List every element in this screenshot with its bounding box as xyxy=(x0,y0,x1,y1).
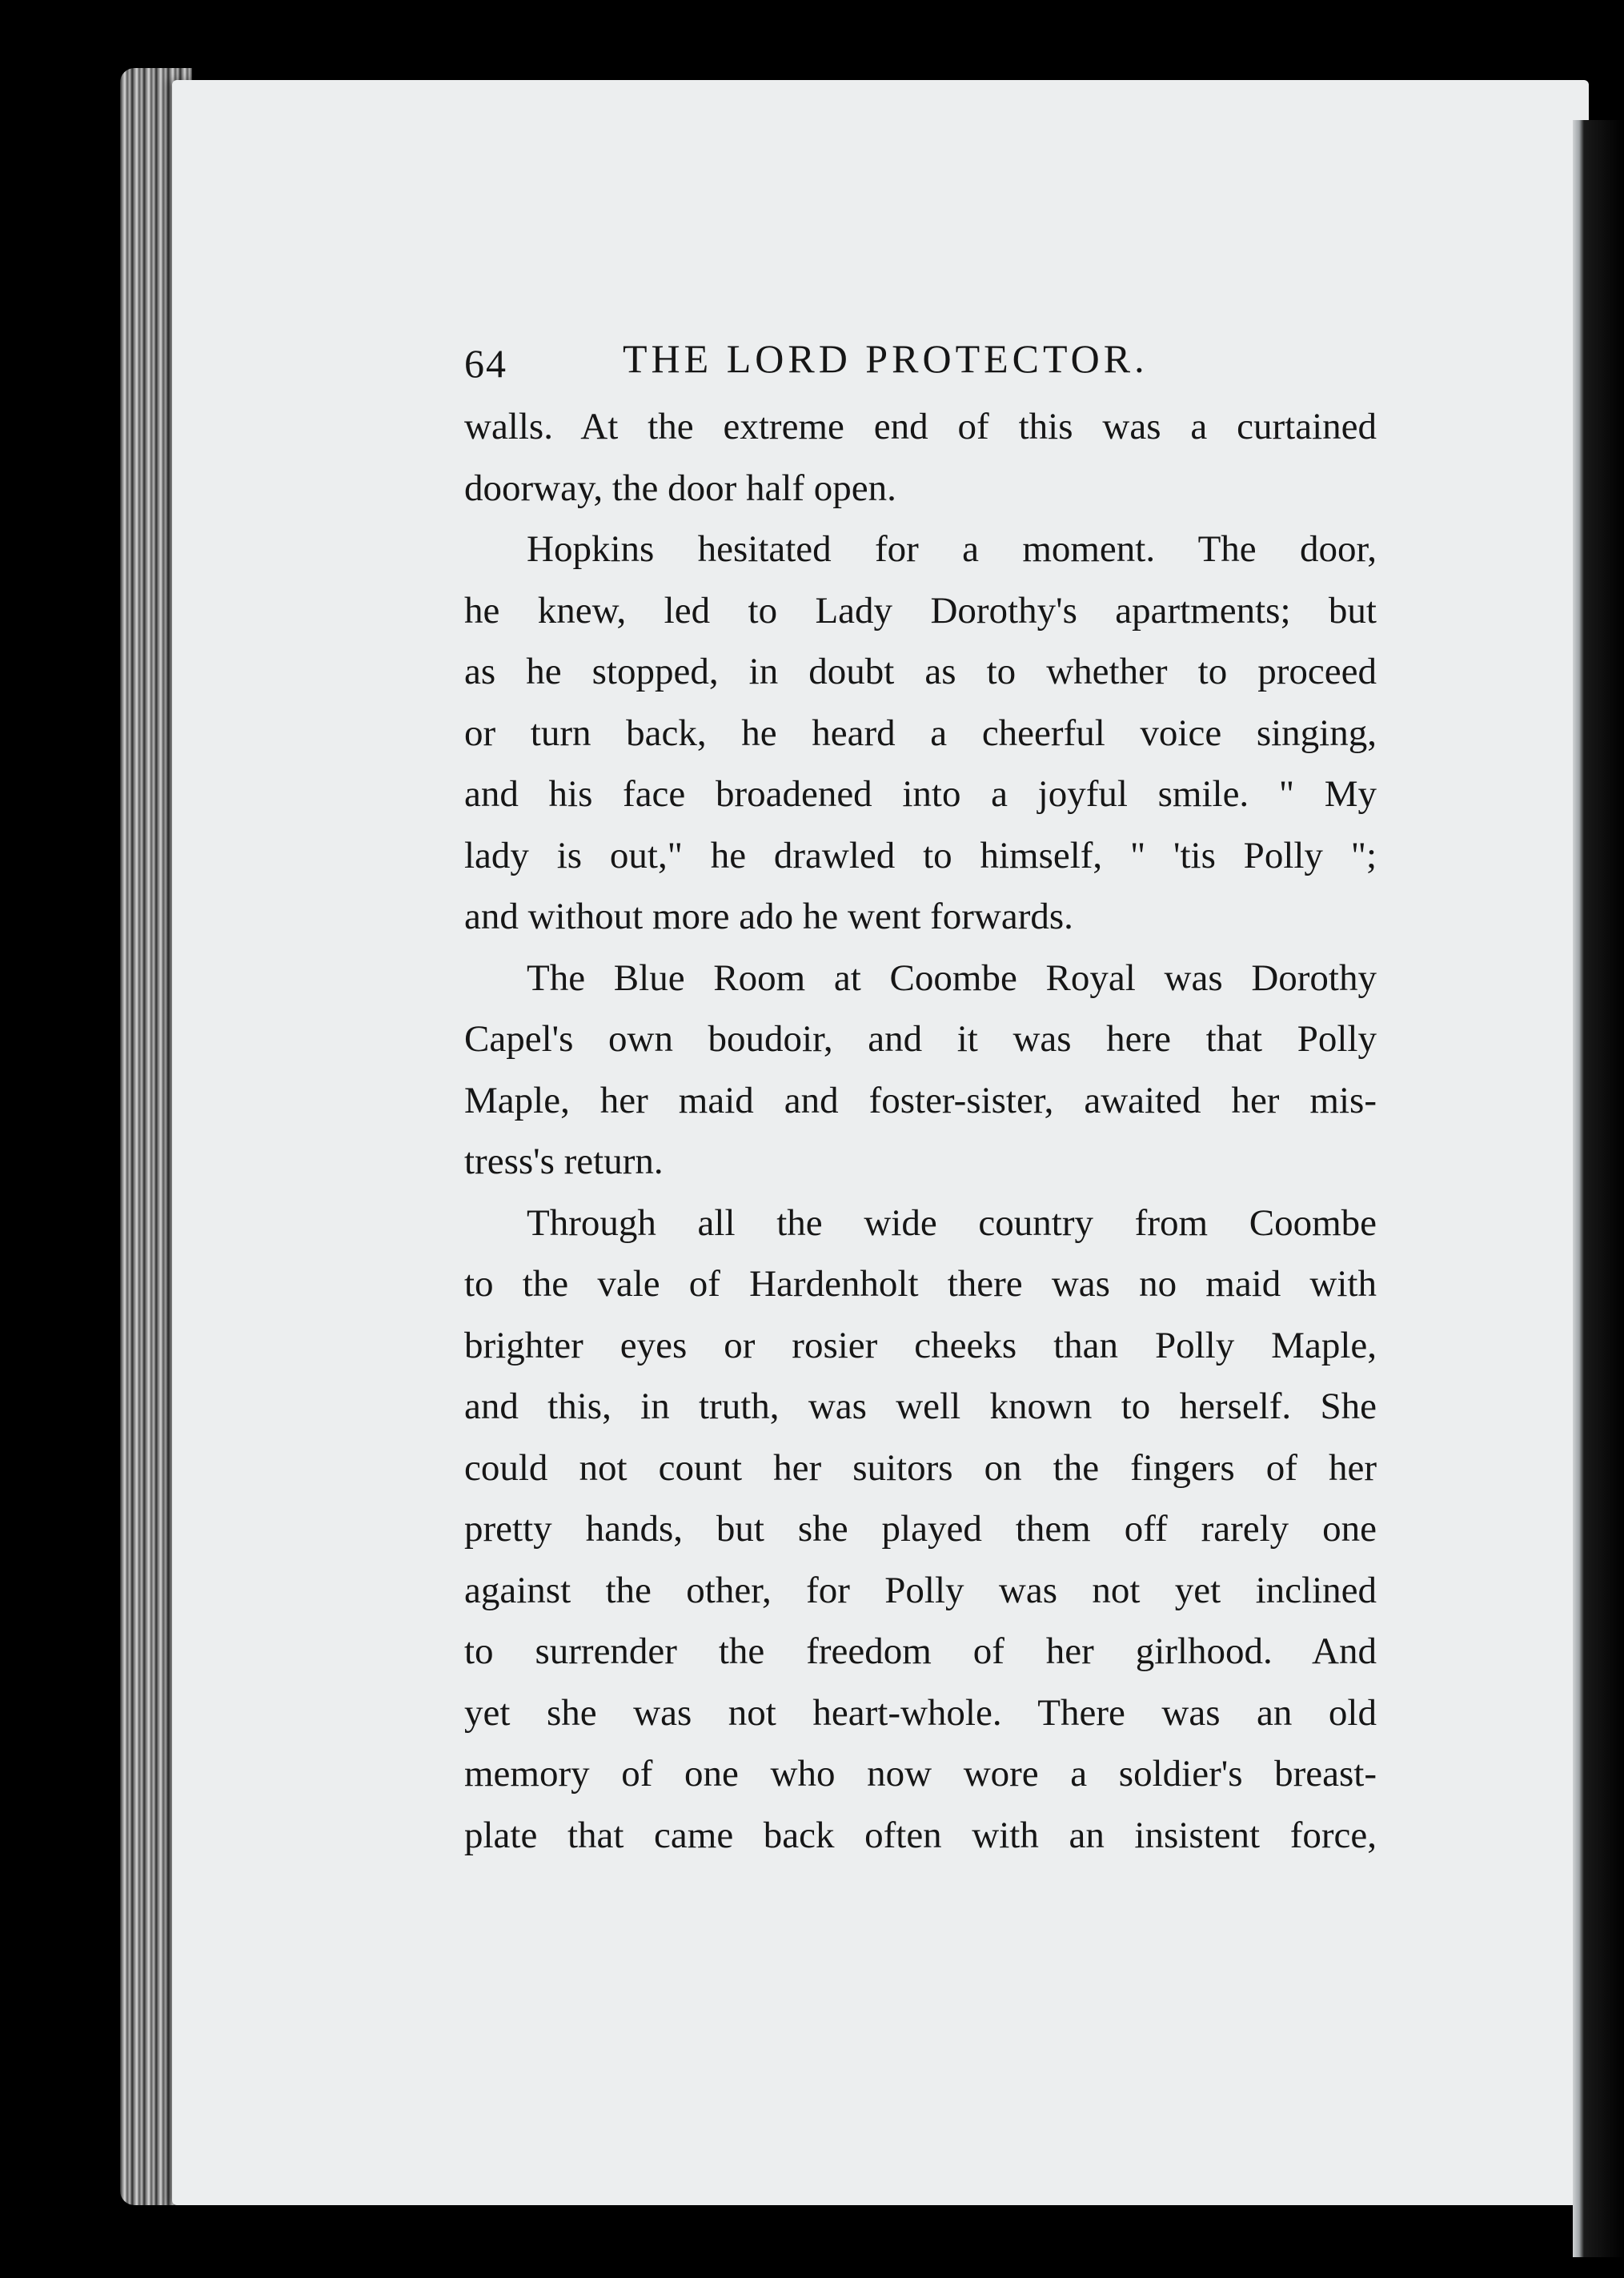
text-line: plate that came back often with an insistent force, xyxy=(464,1814,1377,1856)
text-line: against the other, for Polly was not yet inclined xyxy=(464,1569,1377,1611)
text-line: The Blue Room at Coombe Royal was Dorothy xyxy=(527,957,1377,999)
text-line: Capel's own boudoir, and it was here that Polly xyxy=(464,1018,1377,1060)
text-line: as he stopped, in doubt as to whether to proceed xyxy=(464,651,1377,692)
running-head xyxy=(464,324,1377,396)
paragraph xyxy=(464,1193,1377,1867)
text-line: or turn back, he heard a cheerful voice singing, xyxy=(464,712,1377,754)
binding-edge xyxy=(1573,120,1624,2257)
text-line: yet she was not heart-whole. There was an old xyxy=(464,1691,1377,1734)
running-title: THE LORD PROTECTOR. xyxy=(623,336,1149,381)
text-line: and this, in truth, was well known to herself. She xyxy=(464,1386,1377,1427)
text-line: and his face broadened into a joyful smile. " My xyxy=(464,773,1377,815)
text-line: and without more ado he went forwards. xyxy=(464,896,1073,937)
text-line: to surrender the freedom of her girlhood. And xyxy=(464,1630,1377,1672)
text-line: Maple, her maid and foster-sister, awaited her mis- xyxy=(464,1079,1377,1121)
text-line: pretty hands, but she played them off rarely one xyxy=(464,1508,1377,1550)
text-line: Through all the wide country from Coombe xyxy=(527,1201,1377,1244)
paragraph xyxy=(464,519,1377,948)
text-block xyxy=(464,324,1377,1866)
text-line: he knew, led to Lady Dorothy's apartments; but xyxy=(464,589,1377,632)
text-line: walls. At the extreme end of this was a curtained xyxy=(464,406,1377,447)
paragraph xyxy=(464,948,1377,1193)
text-line: could not count her suitors on the fingers of her xyxy=(464,1446,1377,1489)
paragraph xyxy=(464,396,1377,519)
page-number: 64 xyxy=(464,341,507,386)
text-line: tress's return. xyxy=(464,1141,664,1182)
text-line: brighter eyes or rosier cheeks than Polly Maple, xyxy=(464,1324,1377,1366)
text-line: lady is out," he drawled to himself, " 'tis Polly "; xyxy=(464,834,1377,876)
text-line: doorway, the door half open. xyxy=(464,467,896,509)
text-line: Hopkins hesitated for a moment. The door, xyxy=(527,528,1377,570)
text-line: memory of one who now wore a soldier's breast- xyxy=(464,1753,1377,1795)
text-line: to the vale of Hardenholt there was no maid with xyxy=(464,1263,1377,1305)
